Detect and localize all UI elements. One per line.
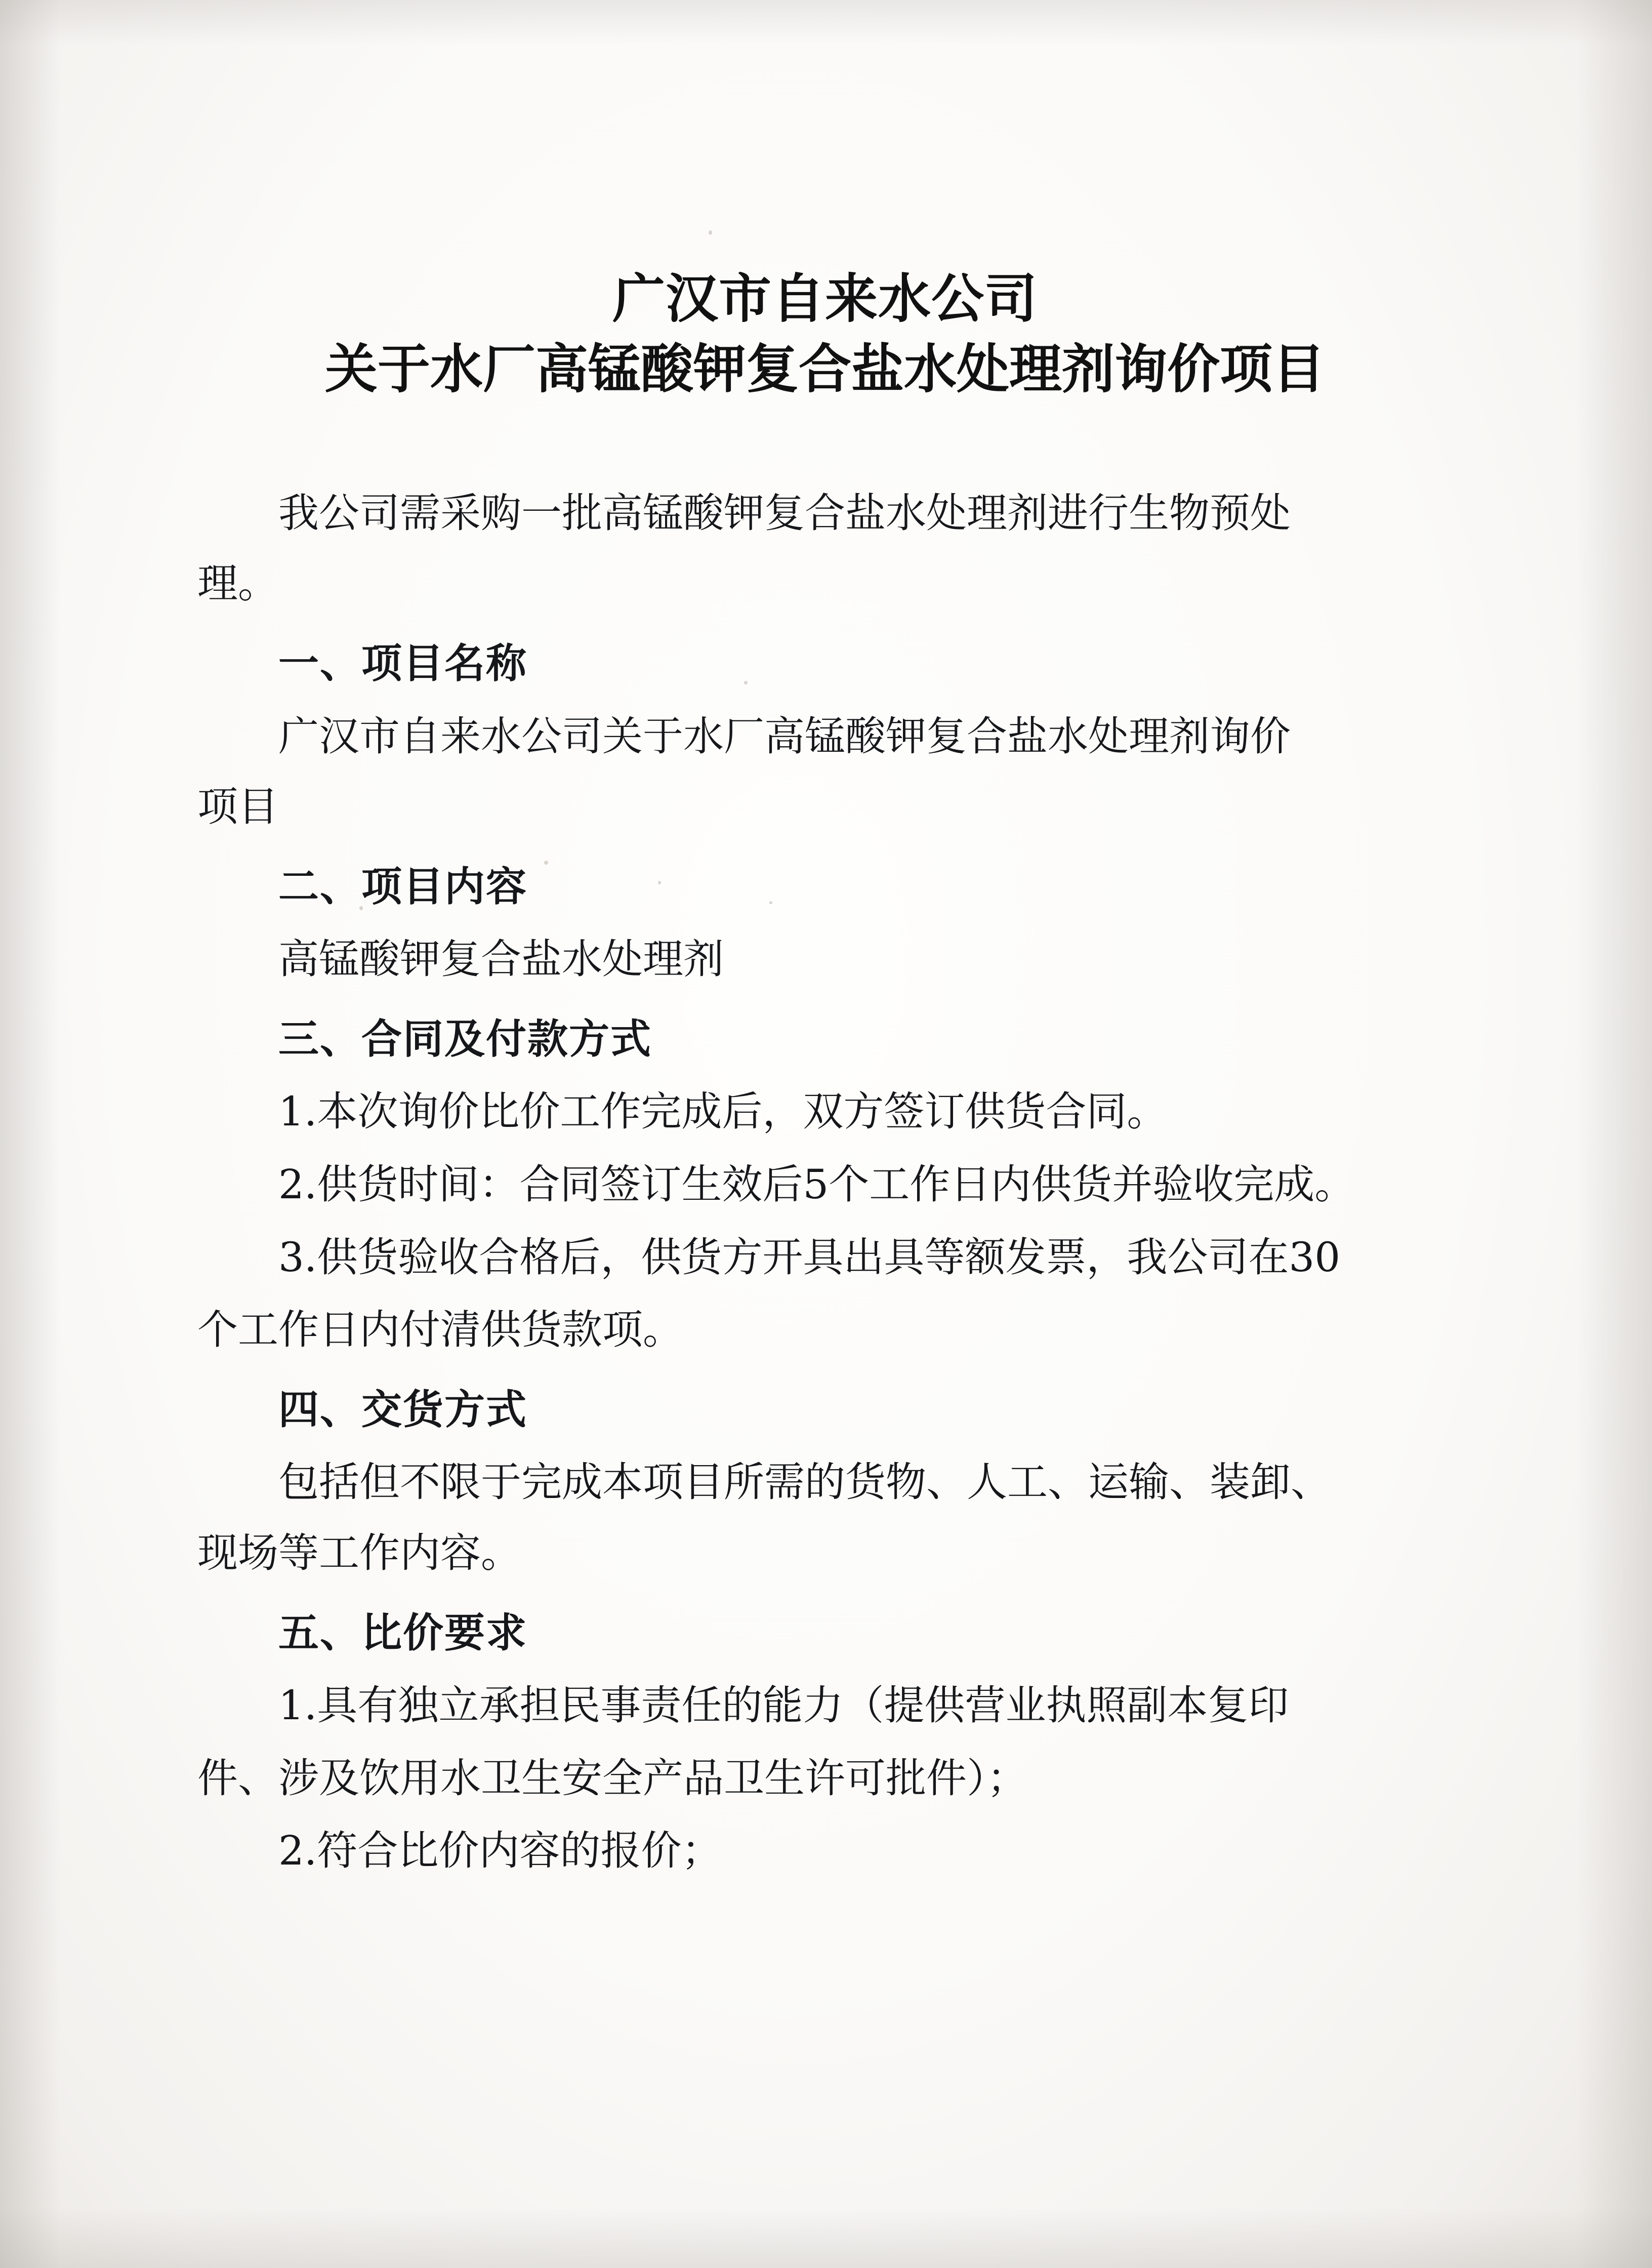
page-edge-shadow-left <box>0 0 61 2268</box>
page-title <box>197 263 1453 404</box>
section-5-item-1-line-1: 1.具有独立承担民事责任的能力（提供营业执照副本复印 <box>278 1682 1289 1729</box>
section-heading-3: 三、合同及付款方式 <box>278 1015 652 1063</box>
section-4-line-2: 现场等工作内容。 <box>197 1529 521 1577</box>
intro-paragraph-line-1: 我公司需采购一批高锰酸钾复合盐水处理剂进行生物预处 <box>278 489 1291 537</box>
section-3-item-1: 1.本次询价比价工作完成后，双方签订供货合同。 <box>278 1088 1168 1136</box>
section-heading-1: 一、项目名称 <box>278 639 527 687</box>
intro-paragraph-line-2: 理。 <box>197 560 278 608</box>
section-heading-2: 二、项目内容 <box>278 862 527 910</box>
page-edge-shadow-top <box>0 0 1652 46</box>
section-1-line-1: 广汉市自来水公司关于水厂高锰酸钾复合盐水处理剂询价 <box>278 712 1291 760</box>
document-body <box>197 263 1453 1891</box>
section-heading-4: 四、交货方式 <box>278 1385 527 1433</box>
section-5-item-2: 2.符合比价内容的报价； <box>278 1827 722 1875</box>
document-content <box>197 480 1453 1884</box>
section-1-line-2: 项目 <box>197 783 278 831</box>
title-line-1: 广汉市自来水公司 <box>612 267 1038 330</box>
section-5-item-1-line-2: 件、涉及饮用水卫生安全产品卫生许可批件）； <box>197 1754 1027 1802</box>
page-edge-shadow-bottom <box>0 2207 1652 2268</box>
scan-speck <box>709 230 712 235</box>
section-3-item-3-line-2: 个工作日内付清供货款项。 <box>197 1306 683 1354</box>
page-edge-shadow-right <box>1576 0 1652 2268</box>
section-3-item-2: 2.供货时间：合同签订生效后5个工作日内供货并验收完成。 <box>278 1161 1355 1208</box>
section-heading-5: 五、比价要求 <box>278 1608 527 1656</box>
section-4-line-1: 包括但不限于完成本项目所需的货物、人工、运输、装卸、 <box>278 1459 1331 1506</box>
section-2-line-1: 高锰酸钾复合盐水处理剂 <box>278 936 724 983</box>
section-3-item-3-line-1: 3.供货验收合格后，供货方开具出具等额发票，我公司在30 <box>278 1233 1341 1281</box>
title-line-2: 关于水厂高锰酸钾复合盐水处理剂询价项目 <box>324 338 1325 400</box>
